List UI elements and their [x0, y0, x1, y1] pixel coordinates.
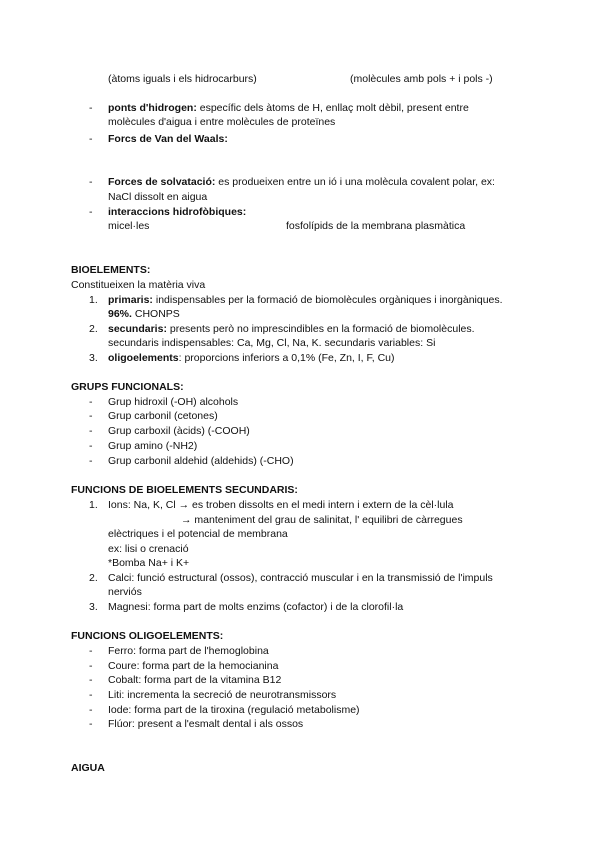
list-item: Liti: incrementa la secreció de neurotransmissors: [108, 689, 337, 701]
list-item: Grup carboxil (àcids) (-COOH): [108, 425, 250, 437]
solvatacio-cont: NaCl dissolt en aigua: [108, 191, 208, 203]
ponts-hidrogen-line: [108, 102, 469, 115]
list-item: Grup carbonil aldehid (aldehids) (-CHO): [108, 455, 294, 467]
bullet-marker: -: [89, 425, 93, 437]
bullet-marker: -: [89, 455, 93, 467]
secundaris-text: presents però no imprescindibles en la formació de biomolècules.: [166, 323, 475, 335]
calci-line2: nerviós: [108, 586, 142, 598]
bullet-marker: -: [89, 206, 93, 218]
ponts-hidrogen-cont: molècules d'aigua i entre molècules de proteïnes: [108, 116, 336, 128]
ions-line2: → manteniment del grau de salinitat, l' equilibri de càrregues: [181, 514, 463, 526]
secundaris-term: secundaris:: [108, 323, 167, 335]
ponts-hidrogen-text: específic dels àtoms de H, enllaç molt dèbil, present entre: [196, 102, 469, 114]
list-item: Grup hidroxil (-OH) alcohols: [108, 396, 239, 408]
list-number: 3.: [89, 352, 98, 364]
hidrofobiques-term: interaccions hidrofòbiques:: [108, 206, 247, 218]
funcions-secundaris-heading: FUNCIONS DE BIOELEMENTS SECUNDARIS:: [71, 484, 298, 496]
bullet-marker: -: [89, 704, 93, 716]
ions-line4: ex: lisi o crenació: [108, 543, 189, 555]
primaris-elements: CHONPS: [131, 308, 180, 320]
bullet-marker: -: [89, 689, 93, 701]
van-der-waals-term: Forcs de Van del Waals:: [108, 133, 228, 145]
secundaris-cont: secundaris indispensables: Ca, Mg, Cl, Na, K. secundaris variables: Si: [108, 337, 436, 349]
solvatacio-term: Forces de solvatació:: [108, 176, 216, 188]
solvatacio-line: [108, 176, 495, 189]
ponts-hidrogen-term: ponts d'hidrogen:: [108, 102, 197, 114]
hidrofobiques-sub-left: micel·les: [108, 220, 150, 232]
list-item: Cobalt: forma part de la vitamina B12: [108, 674, 282, 686]
oligoelements-term: oligoelements: [108, 352, 179, 364]
bullet-marker: -: [89, 396, 93, 408]
bullet-marker: -: [89, 102, 93, 114]
list-item: Grup amino (-NH2): [108, 440, 198, 452]
ions-line5: *Bomba Na+ i K+: [108, 557, 190, 569]
list-number: 1.: [89, 499, 98, 511]
list-number: 3.: [89, 601, 98, 613]
bullet-marker: -: [89, 410, 93, 422]
bioelements-heading: BIOELEMENTS:: [71, 264, 151, 276]
oligo-heading: FUNCIONS OLIGOELEMENTS:: [71, 630, 224, 642]
magnesi-line: Magnesi: forma part de molts enzims (cofactor) i de la clorofil·la: [108, 601, 404, 613]
bullet-marker: -: [89, 718, 93, 730]
bullet-marker: -: [89, 133, 93, 145]
hidrofobiques-sub-right: fosfolípids de la membrana plasmàtica: [286, 220, 466, 232]
list-item: Ferro: forma part de l'hemoglobina: [108, 645, 269, 657]
list-item: Grup carbonil (cetones): [108, 410, 218, 422]
list-number: 1.: [89, 294, 98, 306]
bioelements-intro: Constitueixen la matèria viva: [71, 279, 206, 291]
ions-line1: Ions: Na, K, Cl → es troben dissolts en el medi intern i extern de la cèl·lula: [108, 499, 454, 511]
top-col-left: (àtoms iguals i els hidrocarburs): [108, 73, 257, 85]
primaris-text: indispensables per la formació de biomolècules orgàniques i inorgàniques.: [152, 294, 503, 306]
list-item: Iode: forma part de la tiroxina (regulació metabolisme): [108, 704, 360, 716]
oligoelements-line: [108, 352, 395, 365]
calci-line1: Calci: funció estructural (ossos), contracció muscular i en la transmissió de l'impuls: [108, 572, 493, 584]
secundaris-line: [108, 323, 475, 336]
list-number: 2.: [89, 323, 98, 335]
primaris-line: [108, 294, 503, 307]
primaris-percent: 96%.: [108, 308, 132, 320]
bullet-marker: -: [89, 440, 93, 452]
bullet-marker: -: [89, 645, 93, 657]
oligoelements-text: : proporcions inferiors a 0,1% (Fe, Zn, I, F, Cu): [178, 352, 395, 364]
bullet-marker: -: [89, 176, 93, 188]
top-col-right: (molècules amb pols + i pols -): [350, 73, 493, 85]
list-item: Coure: forma part de la hemocianina: [108, 660, 279, 672]
list-number: 2.: [89, 572, 98, 584]
solvatacio-text: es produeixen entre un ió i una molècula covalent polar, ex:: [215, 176, 495, 188]
grups-heading: GRUPS FUNCIONALS:: [71, 381, 184, 393]
aigua-heading: AIGUA: [71, 762, 105, 774]
list-item: Flúor: present a l'esmalt dental i als ossos: [108, 718, 304, 730]
primaris-term: primaris:: [108, 294, 153, 306]
ions-line3: elèctriques i el potencial de membrana: [108, 528, 288, 540]
bullet-marker: -: [89, 674, 93, 686]
bullet-marker: -: [89, 660, 93, 672]
primaris-cont: [108, 308, 180, 321]
